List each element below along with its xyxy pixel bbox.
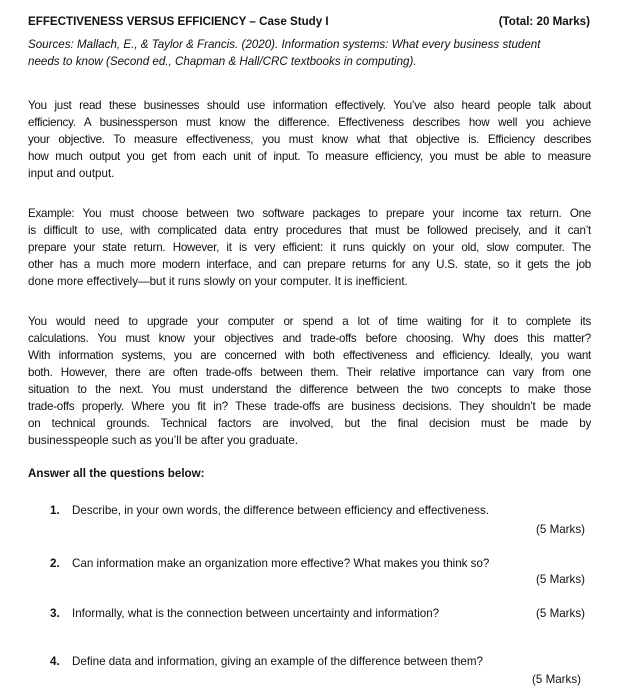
text-line: other has a much more modern interface, and can prepare returns for any U.S. state, so it gets the job [28, 258, 591, 271]
question-marks: (5 Marks) [532, 673, 581, 686]
question-marks: (5 Marks) [536, 523, 585, 536]
title: EFFECTIVENESS VERSUS EFFICIENCY – Case Study I [28, 15, 329, 28]
text-line: input and output. [28, 167, 115, 180]
text-line: calculations. You must know your objectives and trade-offs before choosing. Why does this matter? [28, 332, 591, 345]
question-marks: (5 Marks) [536, 607, 585, 620]
text-line: is difficult to use, with complicated data entry procedures that must be followed precisely, and it can’t [28, 224, 591, 237]
text-line: how much output you get from each unit of input. To measure efficiency, you must be able to measure [28, 150, 591, 163]
text-line: businesspeople such as you’ll be after you graduate. [28, 434, 299, 447]
text-line: your objective. To measure effectiveness, you must know what that objective is. Efficiency describes [28, 133, 591, 146]
question-text: Can information make an organization more effective? What makes you think so? [72, 557, 490, 570]
text-line: With information systems, you are concerned with both effectiveness and efficiency. Ideally, you want [28, 349, 591, 362]
text-line: prepare your state return. However, it is very efficient: it runs quickly on your old, slow computer. The [28, 241, 591, 254]
question-number: 3. [50, 607, 60, 620]
question-number: 2. [50, 557, 60, 570]
question-text: Define data and information, giving an example of the difference between them? [72, 655, 483, 668]
text-line: You would need to upgrade your computer or spend a lot of time waiting for it to complete its [28, 315, 591, 328]
text-line: situation to the next. You must understand the difference between the two concepts to make those [28, 383, 591, 396]
text-line: efficiency. A businessperson must know the difference. Effectiveness describes how well you achieve [28, 116, 591, 129]
text-line: Example: You must choose between two software packages to prepare your income tax return. One [28, 207, 591, 220]
total-marks: (Total: 20 Marks) [498, 15, 590, 28]
answer-heading: Answer all the questions below: [28, 467, 205, 480]
text-line: trade-offs properly. Where you fit in? These trade-offs are business decisions. They shouldn’t be made [28, 400, 591, 413]
question-number: 1. [50, 504, 60, 517]
text-line: on technical grounds. Technical factors are involved, but the final decision must be made by [28, 417, 591, 430]
question-number: 4. [50, 655, 60, 668]
question-text: Describe, in your own words, the difference between efficiency and effectiveness. [72, 504, 489, 517]
text-line: Sources: Mallach, E., & Taylor & Francis. (2020). Information systems: What every business student [28, 38, 541, 51]
question-marks: (5 Marks) [536, 573, 585, 586]
text-line: done more effectively—but it runs slowly on your computer. It is inefficient. [28, 275, 408, 288]
text-line: needs to know (Second ed., Chapman & Hall/CRC textbooks in computing). [28, 55, 417, 68]
question-text: Informally, what is the connection between uncertainty and information? [72, 607, 440, 620]
text-line: You just read these businesses should use information effectively. You’ve also heard people talk about [28, 99, 591, 112]
text-line: both. However, there are often trade-offs between them. Their relative importance can vary from one [28, 366, 591, 379]
